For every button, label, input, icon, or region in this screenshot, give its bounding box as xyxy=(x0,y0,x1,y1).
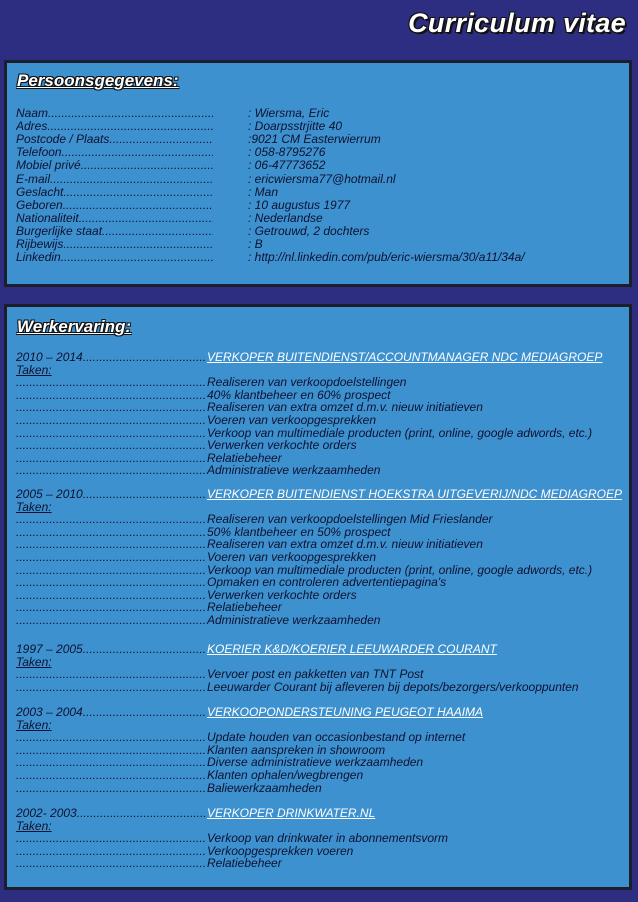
work-experience-panel xyxy=(4,304,632,890)
task-item: Baliewerkzaamheden xyxy=(207,780,322,795)
task-item: Update houden van occasionbestand op internet xyxy=(207,730,466,745)
personal-value: : http://nl.linkedin.com/pub/eric-wiersma/30/a11/34a/ xyxy=(248,250,525,265)
personal-value: : Man xyxy=(248,184,279,199)
tasks-label: Taken: xyxy=(16,818,52,833)
personal-value: : 10 augustus 1977 xyxy=(248,197,351,212)
personal-label: Geslacht ..... xyxy=(16,185,213,199)
task-item: Leeuwarder Courant bij afleveren bij depots/bezorgers/verkooppunten xyxy=(207,679,579,694)
personal-value: :9021 CM Easterwierrum xyxy=(248,132,381,147)
job-period: 1997 – 2005 ..... xyxy=(16,642,206,656)
personal-heading: Persoonsgegevens: xyxy=(17,71,179,90)
task-leader xyxy=(16,781,206,795)
task-item: Realiseren van extra omzet d.m.v. nieuw initiatieven xyxy=(207,537,483,552)
tasks-label: Taken: xyxy=(16,362,52,377)
task-item: Vervoer post en pakketten van TNT Post xyxy=(207,667,424,682)
task-leader xyxy=(16,856,206,870)
task-item: Voeren van verkoopgesprekken xyxy=(207,413,376,427)
job-title: VERKOPER BUITENDIENST/ACCOUNTMANAGER NDC MEDIAGROEP xyxy=(207,350,603,364)
task-item: Voeren van verkoopgesprekken xyxy=(207,550,376,564)
personal-value: : Wiersma, Eric xyxy=(248,106,330,120)
task-item: Verkoop van drinkwater in abonnementsvorm xyxy=(207,831,449,846)
task-item: Realiseren van verkoopdoelstellingen Mid Frieslander xyxy=(207,512,493,527)
work-heading: Werkervaring: xyxy=(17,317,132,336)
job-period: 2003 – 2004 ..... xyxy=(16,705,206,719)
personal-label: Mobiel privé ..... xyxy=(16,158,213,172)
personal-value: : ericwiersma77@hotmail.nl xyxy=(248,171,396,186)
job-title: VERKOPER DRINKWATER.NL xyxy=(207,806,376,820)
personal-value: : 058-8795276 xyxy=(248,145,326,160)
job-period: 2010 – 2014 ..... xyxy=(16,350,206,364)
personal-value: : Nederlandse xyxy=(248,210,323,225)
personal-value: : Doarpsstrjitte 40 xyxy=(248,119,343,134)
job-title: KOERIER K&D/KOERIER LEEUWARDER COURANT xyxy=(207,642,497,656)
personal-label: Rijbewijs ..... xyxy=(16,237,213,251)
page-title: Curriculum vitae xyxy=(408,8,626,38)
personal-value: : 06-47773652 xyxy=(248,158,326,173)
personal-label: Telefoon ..... xyxy=(16,145,213,159)
task-item: Klanten aanspreken in showroom xyxy=(207,742,386,757)
task-item: Verwerken verkochte orders xyxy=(207,438,357,453)
tasks-label: Taken: xyxy=(16,654,52,669)
job-title: VERKOOPONDERSTEUNING PEUGEOT HAAIMA xyxy=(207,705,484,719)
personal-value: : Getrouwd, 2 dochters xyxy=(248,223,370,238)
task-item: Opmaken en controleren advertentiepagina's xyxy=(207,575,447,590)
task-leader xyxy=(16,463,206,477)
tasks-label: Taken: xyxy=(16,499,52,514)
task-item: Realiseren van extra omzet d.m.v. nieuw initiatieven xyxy=(207,400,483,415)
task-item: Klanten ophalen/wegbrengen xyxy=(207,768,364,782)
personal-label: Burgerlijke staat ..... xyxy=(16,224,213,238)
task-leader xyxy=(16,613,206,627)
task-item: Relatiebeheer xyxy=(207,450,282,465)
job-period: 2002- 2003 ..... xyxy=(16,806,206,820)
job-title: VERKOPER BUITENDIENST HOEKSTRA UITGEVERIJ/NDC MEDIAGROEP xyxy=(207,487,622,501)
task-item: 50% klantbeheer en 50% prospect xyxy=(207,524,391,539)
task-item: Relatiebeheer xyxy=(207,600,282,615)
job-period: 2005 – 2010 ..... xyxy=(16,487,206,501)
personal-label: Linkedin ..... xyxy=(16,250,213,264)
personal-label: Adres ..... xyxy=(16,119,213,133)
task-item: Verkoop van multimediale producten (print, online, google adwords, etc.) xyxy=(207,562,593,577)
personal-label: Naam ..... xyxy=(16,106,213,120)
personal-label: E-mail ..... xyxy=(16,172,213,186)
task-item: Verkoop van multimediale producten (print, online, google adwords, etc.) xyxy=(207,425,593,440)
task-item: Administratieve werkzaamheden xyxy=(207,613,381,627)
personal-label: Nationaliteit ..... xyxy=(16,211,213,225)
task-item: Realiseren van verkoopdoelstellingen xyxy=(207,375,407,390)
task-item: Relatiebeheer xyxy=(207,856,282,871)
task-item: 40% klantbeheer en 60% prospect xyxy=(207,387,391,402)
task-item: Verwerken verkochte orders xyxy=(207,587,357,602)
personal-info-panel xyxy=(4,60,632,287)
personal-label: Geboren ..... xyxy=(16,198,213,212)
task-item: Administratieve werkzaamheden xyxy=(207,463,381,478)
personal-value: : B xyxy=(248,237,263,251)
task-item: Verkoopgesprekken voeren xyxy=(207,843,354,858)
personal-label: Postcode / Plaats ..... xyxy=(16,132,213,146)
tasks-label: Taken: xyxy=(16,717,52,732)
task-leader xyxy=(16,680,206,694)
task-item: Diverse administratieve werkzaamheden xyxy=(207,755,424,770)
